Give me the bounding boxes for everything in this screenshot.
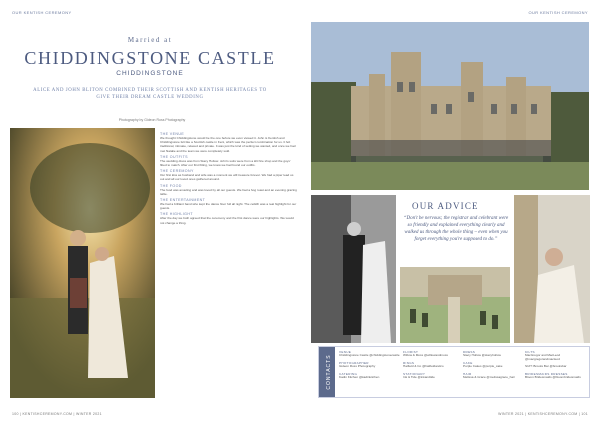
- section-heading: THE CEREMONY: [160, 169, 194, 174]
- contacts-tab: CONTACTS: [319, 347, 335, 397]
- contacts-column: [339, 350, 401, 383]
- contact-value: Bloom Bridesmaids @bloombridesmaids: [525, 374, 581, 379]
- standfirst: ALICE AND JOHN BLITON COMBINED THEIR SCOTTISH AND KENTISH HERITAGES TO GIVE THEIR DREAM CASTLE WEDDING: [33, 88, 267, 100]
- page-title: CHIDDINGSTONE CASTLE: [24, 48, 276, 68]
- contact-label: CAKE: [463, 360, 473, 365]
- contact-value: MacGregor and MacLeod @macgregorandmacleod: [525, 353, 561, 361]
- contacts-column: [463, 350, 525, 383]
- footer-right: WINTER 2021 | KENTISHCEREMONY.COM | 101: [498, 412, 588, 416]
- section-body: We thought Chiddingstone would be the one before we even viewed it. John is Kentish and Chiddingstone felt like a Scottish castle in Kent, which was the perfect combination for us. It felt traditional, intimate, relaxed and private. It was just the kind of setting we wanted, and once we had met Natalie and the team we were completely sold.: [160, 136, 296, 153]
- bride-photo: [514, 195, 590, 343]
- section-body: Our first kiss as husband and wife was a moment we will treasure forever. We had a piper lead us out and all our loved ones gathered around.: [160, 173, 294, 182]
- contact-label: CATERING: [339, 371, 358, 376]
- contact-value: Chiddingstone Castle @chiddingstonecastle: [339, 353, 400, 357]
- section-heading: THE HIGHLIGHT: [160, 212, 193, 217]
- page-subtitle: CHIDDINGSTONE: [116, 70, 184, 77]
- contact-value: Ink & Tide @inkandtide: [403, 374, 435, 379]
- contact-label: RINGS: [403, 360, 415, 365]
- contacts-column: [525, 350, 587, 383]
- contact-value: Gideon Ross Photography: [339, 363, 376, 368]
- contact-label: KILTS: [525, 350, 535, 354]
- contacts-box: [318, 346, 590, 398]
- story-column: [160, 130, 298, 226]
- section-body: The food was amazing and was loved by all our guests. We had a hog roast and an evening grazing table.: [160, 187, 297, 196]
- title-kicker: Married at: [127, 36, 173, 44]
- contact-value: Purple Cakes @purple_cake: [463, 363, 503, 368]
- guests-photo: [400, 267, 510, 343]
- ceremony-photo-bw: [311, 195, 396, 343]
- contact-value: Kadin Kitchen @kadinkitchen: [339, 374, 380, 379]
- section-body: The wedding dress was from Stacy Hollow. John's suits were from a kilt hire shop and the guys' fitted to match. After our first fitting, we knew we had found our outfits.: [160, 158, 291, 168]
- contact-label: FLORIST: [403, 350, 419, 354]
- footer-left: 100 | KENTISHCEREMONY.COM | WINTER 2021: [12, 412, 102, 416]
- section-heading: THE VENUE: [160, 132, 185, 136]
- section-heading: THE FOOD: [160, 183, 182, 188]
- running-header-right: OUR KENTISH CEREMONY: [528, 10, 588, 15]
- advice-title: OUR ADVICE: [412, 201, 479, 211]
- castle-photo: [311, 22, 589, 190]
- contact-label: HAIR: [463, 371, 472, 376]
- section-body: We had a brilliant band who kept the dance floor full all night. The ceilidh was a real highlight for our guests.: [160, 202, 297, 211]
- section-heading: THE ENTERTAINMENT: [160, 198, 206, 203]
- photo-credit: Photography by Gideon Ross Photography: [118, 118, 186, 122]
- contact-label: VENUE: [339, 350, 352, 354]
- section-heading: THE OUTFITS: [160, 154, 188, 159]
- contact-value: SUIT: Brooks Bar @brooksbar: [525, 363, 567, 368]
- section-body: After the day we both agreed that the ceremony and the first dance were our highlights. We would not change a thing.: [160, 216, 294, 225]
- contacts-column: [403, 350, 465, 383]
- contact-label: PHOTOGRAPHER: [339, 360, 369, 365]
- contact-value: Melissa & Grace @melissagrace_hair: [463, 374, 515, 379]
- contact-value: Hatfield & Co @hatfieldandco: [403, 363, 444, 368]
- advice-quote: “Don't be nervous; the registrar and celebrant were so friendly and explained everything clearly and walked us through the whole thing – even when you forget everything you're supposed to do.”: [403, 216, 509, 242]
- running-header-left: OUR KENTISH CEREMONY: [12, 10, 72, 15]
- contact-label: DRESS: [463, 350, 476, 354]
- contact-value: Willow & Moss @willowandmoss: [403, 353, 448, 357]
- contact-value: Stacy Hollow @stacyhollow: [463, 353, 501, 357]
- contact-label: STATIONARY: [403, 371, 426, 376]
- couple-photo: [10, 128, 155, 398]
- contact-label: BRIDESMAIDS DRESSES: [525, 371, 568, 376]
